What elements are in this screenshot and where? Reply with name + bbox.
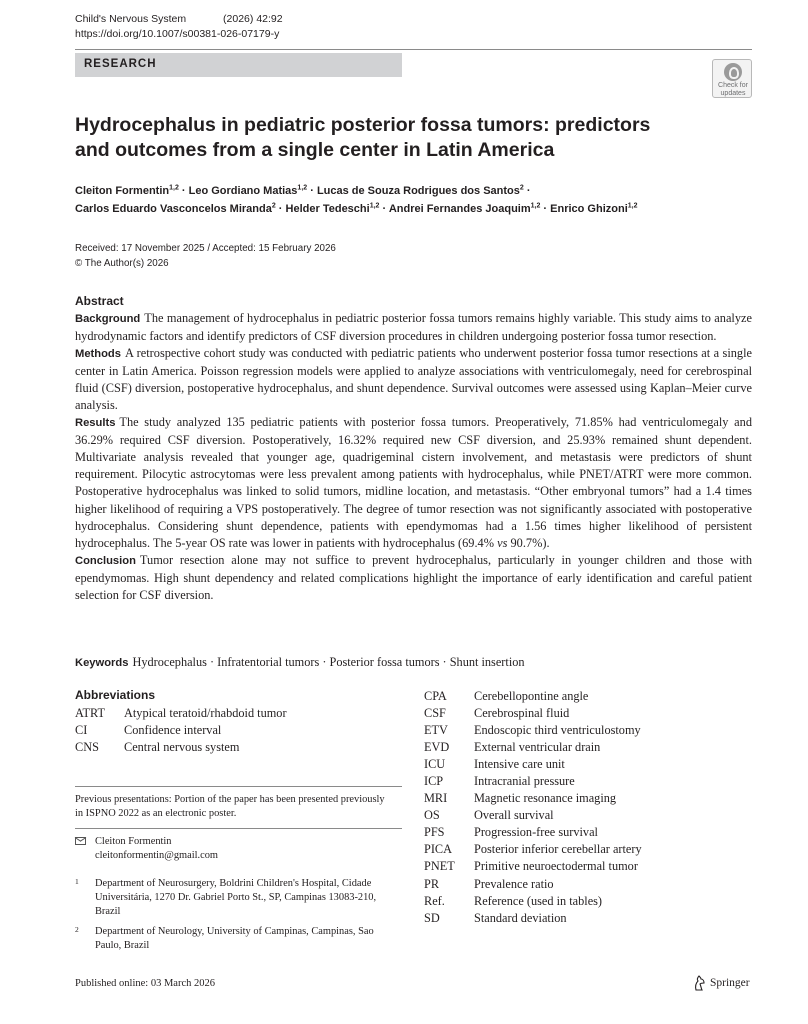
article-dates xyxy=(75,241,336,271)
author-name[interactable]: Enrico Ghizoni xyxy=(550,203,628,215)
section-text: Tumor resection alone may not suffice to prevent hydrocephalus, particularly in younger children and those with ependymomas. High shunt dependency and related complications highlight the importance of early identification and careful patient selection for CSF diversion. xyxy=(75,552,752,602)
abbreviation-row xyxy=(424,807,642,824)
abbreviations-left xyxy=(75,705,287,756)
abbreviation-row xyxy=(75,739,287,756)
section-label: Background xyxy=(75,313,141,325)
section-text: 90.7%). xyxy=(507,535,550,550)
abbreviation-row xyxy=(75,705,287,722)
abbreviation-key: ICP xyxy=(424,774,444,789)
section-label: Methods xyxy=(75,348,121,361)
author-name[interactable]: Andrei Fernandes Joaquim xyxy=(388,203,531,215)
abbreviation-value: Cerebrospinal fluid xyxy=(474,706,570,721)
affiliation-number: 2 xyxy=(75,925,79,934)
abbreviation-value: Overall survival xyxy=(474,808,554,823)
abbreviation-key: SD xyxy=(424,910,440,925)
abbreviation-key: EVD xyxy=(424,740,450,755)
abbreviations-heading: Abbreviations xyxy=(75,688,156,702)
abbreviation-key: ATRT xyxy=(75,706,106,720)
author-name[interactable]: Lucas de Souza Rodrigues dos Santos xyxy=(316,185,520,197)
affiliation-text: Department of Neurology, University of Campinas, Campinas, Sao Paulo, Brazil xyxy=(95,926,374,951)
received-accepted: Received: 17 November 2025 / Accepted: 15 February 2026 xyxy=(75,243,336,254)
abbreviation-key: MRI xyxy=(424,791,448,806)
abbreviation-key: OS xyxy=(424,808,440,823)
abbreviation-row xyxy=(424,841,642,858)
abbreviation-value: Standard deviation xyxy=(474,910,567,925)
abstract-conclusion xyxy=(75,552,752,604)
footnote-rule xyxy=(75,786,402,787)
abbreviation-key: PFS xyxy=(424,825,445,840)
doi-link[interactable]: https://doi.org/10.1007/s00381-026-07179-y xyxy=(75,28,280,40)
author-affiliation: 2 xyxy=(519,184,524,192)
published-date: Published online: 03 March 2026 xyxy=(75,978,215,989)
abbreviation-row xyxy=(424,739,642,756)
abbreviation-key: CI xyxy=(75,723,88,738)
abstract-background xyxy=(75,310,752,345)
update-icon xyxy=(724,63,742,81)
abbreviation-value: External ventricular drain xyxy=(474,740,601,755)
section-label: Results xyxy=(75,417,116,430)
abstract-heading: Abstract xyxy=(75,294,124,308)
abbreviation-key: PICA xyxy=(424,842,453,857)
abbreviation-value: Prevalence ratio xyxy=(474,876,554,891)
keywords-label: Keywords xyxy=(75,657,129,669)
abstract-methods xyxy=(75,345,752,414)
abbreviation-row xyxy=(424,688,642,705)
abbreviation-value: Atypical teratoid/rhabdoid tumor xyxy=(124,706,287,720)
abbreviation-row xyxy=(75,722,287,739)
section-label: Conclusion xyxy=(75,554,136,567)
author-name[interactable]: Helder Tedeschi xyxy=(285,203,370,215)
journal-name: Child's Nervous System xyxy=(75,13,187,25)
check-for-updates-button[interactable] xyxy=(712,59,752,98)
journal-volume: (2026) 42:92 xyxy=(223,13,283,25)
abstract-body xyxy=(75,310,752,604)
abbreviation-row xyxy=(424,756,642,773)
author-affiliation: 1,2 xyxy=(627,202,638,210)
abbreviation-row xyxy=(424,773,642,790)
abbreviation-value: Endoscopic third ventriculostomy xyxy=(474,723,641,738)
author-affiliation: 2 xyxy=(271,202,276,210)
keywords xyxy=(75,654,525,671)
corresponding-author xyxy=(75,835,218,863)
abbreviation-row xyxy=(424,824,642,841)
abbreviation-key: PNET xyxy=(424,859,455,874)
abbreviation-value: Central nervous system xyxy=(124,740,240,755)
author-affiliation: 1,2 xyxy=(297,184,308,192)
section-text: The management of hydrocephalus in pediatric posterior fossa tumors remains highly variable. This study aims to analyze hydrodynamic factors and identify predictors of CSF diversion procedures in children undergoing posterior fossa tumor resection. xyxy=(75,311,752,344)
author-name[interactable]: Carlos Eduardo Vasconcelos Miranda xyxy=(75,203,272,215)
abbreviation-key: ICU xyxy=(424,757,446,772)
abbreviation-row xyxy=(424,910,642,927)
abbreviation-key: PR xyxy=(424,876,440,891)
abbreviation-value: Primitive neuroectodermal tumor xyxy=(474,859,638,874)
section-text-italic: vs xyxy=(497,535,508,550)
check-for-updates-label: Check for updates xyxy=(718,82,748,97)
author-list: Cleiton Formentin$^{1,2}$ · Leo Gordiano Matias$^{1,2}$ · Lucas de Souza Rodrigues dos Santos$^2$ · Carlos Eduardo Vasconcelos Miranda$^2$ · Helder Tedeschi$^{1,2}$ · Andrei Fernandes Joaquim$^{1,2}$ · Enrico Ghizoni$^{1,2}$ xyxy=(75,184,638,215)
footnote-rule xyxy=(75,828,402,829)
affiliation-number: 1 xyxy=(75,877,79,886)
springer-horse-icon xyxy=(692,975,706,991)
abbreviation-key: CSF xyxy=(424,706,446,721)
abbreviation-value: Confidence interval xyxy=(124,723,222,738)
abstract-results xyxy=(75,414,752,551)
abbreviation-value: Intensive care unit xyxy=(474,757,565,772)
publisher-logo xyxy=(692,975,750,991)
abbreviation-row xyxy=(424,705,642,722)
abbreviation-value: Magnetic resonance imaging xyxy=(474,791,617,806)
abbreviations-right xyxy=(424,688,642,927)
abbreviation-value: Posterior inferior cerebellar artery xyxy=(474,842,642,857)
abbreviation-row xyxy=(424,858,642,875)
article-title: Hydrocephalus in pediatric posterior fossa tumors: predictors and outcomes from a single center in Latin America xyxy=(75,114,651,161)
abbreviation-row xyxy=(424,876,642,893)
abbreviation-key: ETV xyxy=(424,723,448,738)
section-text: The study analyzed 135 pediatric patients with posterior fossa tumors. Preoperatively, 71.85% had ventriculomegaly and 36.29% required CSF diversion. Postoperatively, 16.32% required new CSF diversion, and 25.93% remained shunt dependent. Multivariate analysis revealed that younger age, quadrigeminal cistern involvement, and metastasis were predictors of shunt requirement. Pilocytic astrocytomas were less prevalent among patients with hydrocephalus, while PNET/ATRT were more common. Postoperative hydrocephalus was linked to solid tumors, midline location, and metastasis. “Other embryonal tumors” had a 1.4 times higher likelihood of requiring a VPS postoperatively. The degree of tumor resection was not significantly associated with postoperative hydrocephalus. Considering shunt dependence, patients with ependymomas had a 1.56 times higher likelihood of persistent hydrocephalus. The 5-year OS rate was lower in patients with hydrocephalus (69.4% xyxy=(75,415,752,550)
article-type-bar xyxy=(75,53,402,77)
abbreviation-key: CPA xyxy=(424,689,447,703)
author-name[interactable]: Cleiton Formentin xyxy=(75,185,170,197)
affiliation-text: Department of Neurosurgery, Boldrini Children's Hospital, Cidade Universitária, 1270 Dr. Gabriel Porto St., SP, Campinas 13083-210, Brazil xyxy=(95,878,377,917)
journal-header xyxy=(75,12,283,42)
contact-name: Cleiton Formentin xyxy=(95,836,172,847)
article-type-label: RESEARCH xyxy=(84,58,157,70)
author-affiliation: 1,2 xyxy=(169,184,179,192)
keywords-text: Hydrocephalus · Infratentorial tumors · Posterior fossa tumors · Shunt insertion xyxy=(132,655,525,669)
abbreviation-row xyxy=(424,790,642,807)
header-rule xyxy=(75,49,752,50)
author-affiliation: 1,2 xyxy=(530,202,541,210)
publisher-name: Springer xyxy=(710,977,750,989)
abbreviation-key: CNS xyxy=(75,740,99,755)
author-affiliation: 1,2 xyxy=(369,202,380,210)
contact-email[interactable]: cleitonformentin@gmail.com xyxy=(95,850,218,861)
section-text: A retrospective cohort study was conducted with pediatric patients who underwent posterior fossa tumor resections at a single center in Latin America. Poisson regression models were applied to analyze associations with ventriculomegaly, need for cerebrospinal fluid (CSF) diversion, postoperative hydrocephalus, and shunt dependence. Survival outcomes were assessed using Kaplan–Meier curve analysis. xyxy=(75,346,752,413)
envelope-icon xyxy=(75,837,86,845)
abbreviation-key: Ref. xyxy=(424,893,445,908)
presentations-note: Previous presentations: Portion of the paper has been presented previously in ISPNO 2022 as an electronic poster. xyxy=(75,794,385,819)
affiliation-2 xyxy=(75,925,395,953)
abbreviation-value: Intracranial pressure xyxy=(474,774,575,789)
abbreviation-value: Reference (used in tables) xyxy=(474,893,603,908)
abbreviation-value: Cerebellopontine angle xyxy=(474,689,589,703)
abbreviation-row xyxy=(424,893,642,910)
affiliation-1 xyxy=(75,877,395,919)
author-name[interactable]: Leo Gordiano Matias xyxy=(188,185,298,197)
abbreviation-value: Progression-free survival xyxy=(474,825,598,840)
abbreviation-row xyxy=(424,722,642,739)
copyright: © The Author(s) 2026 xyxy=(75,258,169,269)
